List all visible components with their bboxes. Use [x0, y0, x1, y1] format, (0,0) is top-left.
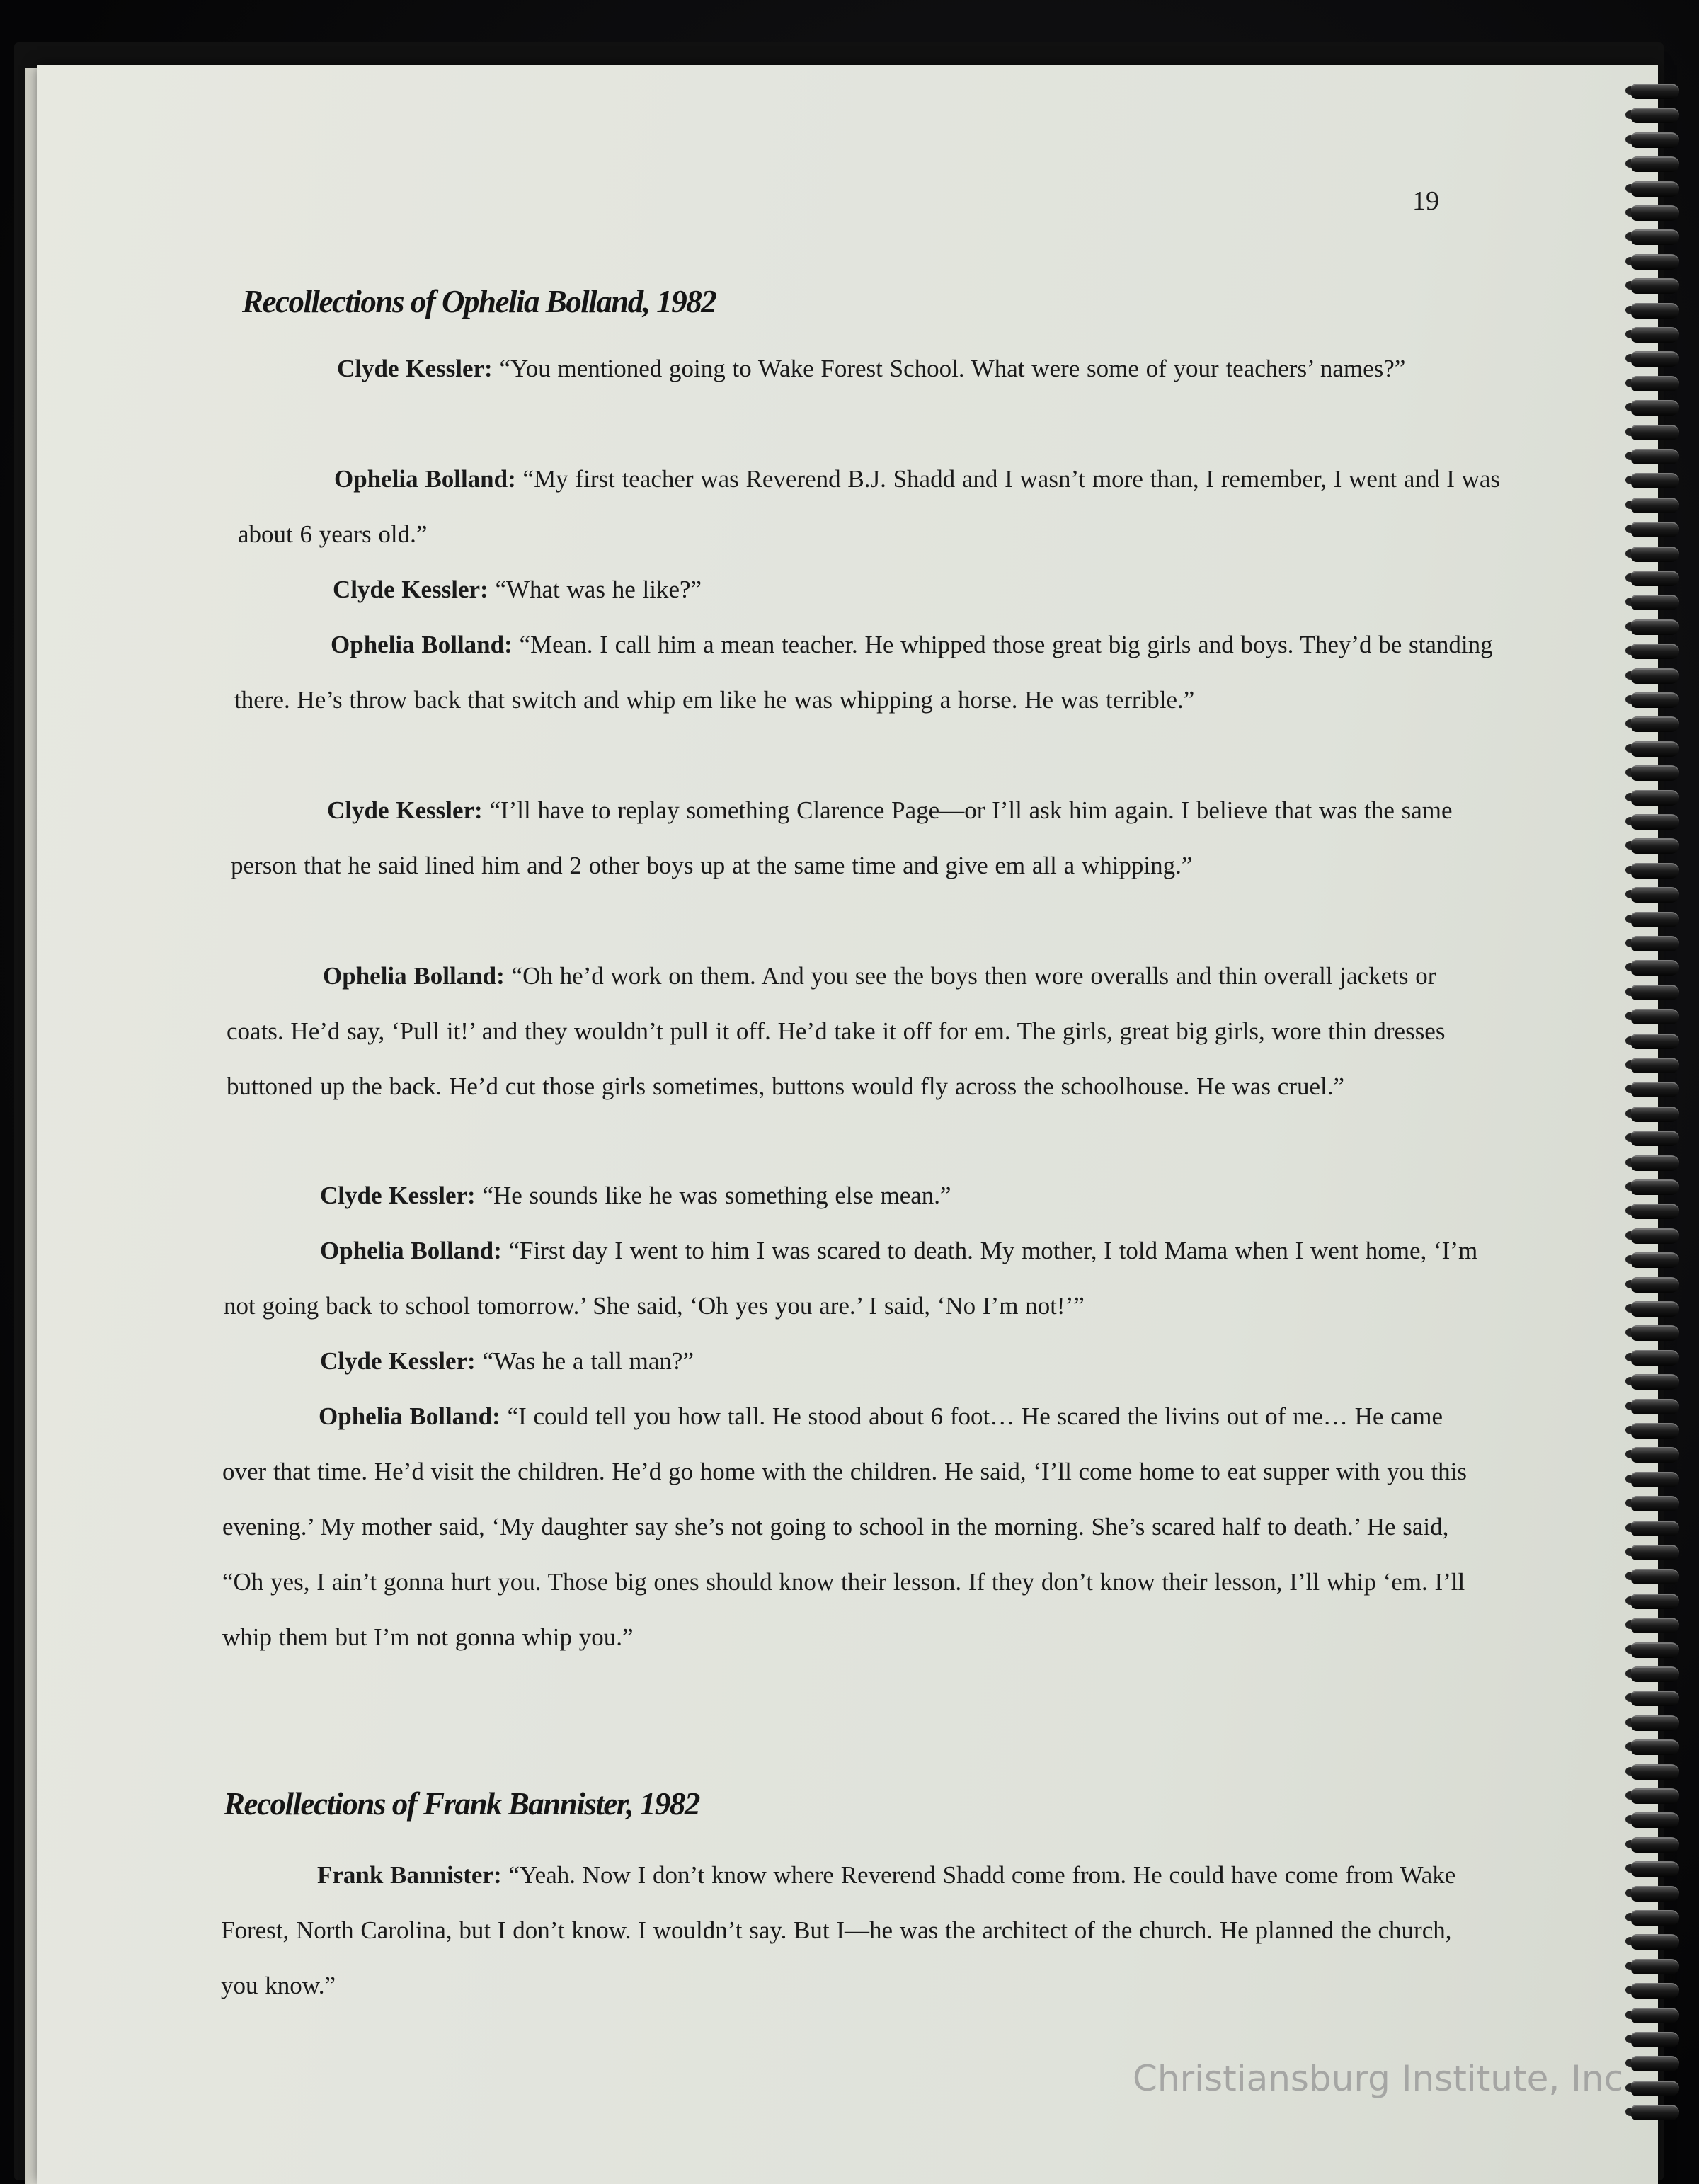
coil-ring — [1631, 156, 1679, 172]
spiral-coil — [1625, 619, 1681, 634]
spiral-coil — [1625, 2032, 1681, 2046]
spiral-coil — [1625, 327, 1681, 341]
spiral-coil — [1625, 1934, 1681, 1948]
spiral-coil — [1625, 741, 1681, 755]
dialogue-text: “I’ll have to replay something Clarence Page—or I’ll ask him again. I believe that was the same person that he said lined him and 2 other boys up at the same time and give em all a whipping.” — [231, 796, 1453, 879]
speaker-name: Clyde Kessler: — [333, 576, 488, 603]
spiral-coil — [1625, 108, 1681, 122]
spiral-coil — [1625, 1277, 1681, 1291]
coil-ring — [1631, 1472, 1679, 1487]
coil-ring — [1631, 1107, 1679, 1122]
spiral-coil — [1625, 1325, 1681, 1339]
spiral-coil — [1625, 2105, 1681, 2119]
coil-ring — [1631, 1691, 1679, 1706]
spiral-coil — [1625, 425, 1681, 439]
spiral-coil — [1625, 473, 1681, 487]
spiral-coil — [1625, 400, 1681, 414]
coil-ring — [1631, 814, 1679, 830]
coil-ring — [1631, 132, 1679, 148]
coil-ring — [1631, 1204, 1679, 1219]
spiral-coil — [1625, 1082, 1681, 1096]
coil-ring — [1631, 1666, 1679, 1682]
spiral-coil — [1625, 1350, 1681, 1364]
spiral-coil — [1625, 1715, 1681, 1730]
spiral-coil — [1625, 1034, 1681, 1048]
spiral-coil — [1625, 644, 1681, 658]
dialogue-paragraph — [241, 341, 1508, 396]
dialogue-text: “Oh he’d work on them. And you see the boys then wore overalls and thin overall jackets or coats. He’d say, ‘Pull it!’ and they wouldn’t pull it off. He’d take it off for em. The girls, great big girls, wore thin dresses buttoned up the back. He’d cut those girls sometimes, buttons would fly across the schoolhouse. He was cruel.” — [227, 962, 1446, 1100]
spiral-coil — [1625, 595, 1681, 609]
spiral-coil — [1625, 1399, 1681, 1413]
coil-ring — [1631, 547, 1679, 562]
coil-ring — [1631, 1252, 1679, 1268]
spiral-coil — [1625, 1983, 1681, 1997]
coil-ring — [1631, 1594, 1679, 1609]
spiral-coil — [1625, 1739, 1681, 1754]
spiral-coil — [1625, 838, 1681, 852]
spiral-coil — [1625, 936, 1681, 950]
coil-ring — [1631, 1545, 1679, 1560]
coil-ring — [1631, 1374, 1679, 1390]
dialogue-paragraph — [224, 1334, 1491, 1389]
spiral-coil — [1625, 1447, 1681, 1461]
coil-ring — [1631, 936, 1679, 951]
speaker-name: Ophelia Bolland: — [319, 1402, 500, 1430]
coil-ring — [1631, 1155, 1679, 1171]
speaker-name: Ophelia Bolland: — [334, 465, 516, 493]
dialogue-paragraph — [231, 783, 1498, 893]
spiral-coil — [1625, 376, 1681, 390]
speaker-name: Clyde Kessler: — [320, 1347, 476, 1375]
spiral-coil — [1625, 960, 1681, 974]
spiral-coil — [1625, 1009, 1681, 1023]
spiral-coil — [1625, 2056, 1681, 2070]
dialogue-text: “Yeah. Now I don’t know where Reverend Shadd come from. He could have come from Wake Forest, North Carolina, but I don’t know. I wouldn’t say. But I—he was the architect of the church. He planned the church, you know.” — [221, 1861, 1456, 1999]
coil-ring — [1631, 863, 1679, 879]
spiral-coil — [1625, 1374, 1681, 1388]
spiral-coil — [1625, 1594, 1681, 1608]
coil-ring — [1631, 473, 1679, 488]
spiral-coil — [1625, 1521, 1681, 1535]
spiral-coil — [1625, 351, 1681, 365]
section-heading-ophelia: Recollections of Ophelia Bolland, 1982 — [242, 284, 716, 319]
spiral-coil — [1625, 1959, 1681, 1973]
coil-ring — [1631, 985, 1679, 1000]
watermark: Christiansburg Institute, Inc — [1133, 2058, 1624, 2099]
coil-ring — [1631, 254, 1679, 270]
coil-ring — [1631, 1034, 1679, 1049]
coil-ring — [1631, 1861, 1679, 1877]
coil-ring — [1631, 1910, 1679, 1926]
spiral-coil — [1625, 1837, 1681, 1851]
dialogue-text: “First day I went to him I was scared to death. My mother, I told Mama when I went home, ‘I’m not going back to school tomorrow.’ She said, ‘Oh yes you are.’ I said, ‘No I’m not!’” — [224, 1237, 1478, 1320]
spiral-coil — [1625, 181, 1681, 195]
coil-ring — [1631, 1788, 1679, 1804]
coil-ring — [1631, 425, 1679, 440]
spiral-coil — [1625, 668, 1681, 682]
coil-ring — [1631, 2081, 1679, 2096]
coil-ring — [1631, 205, 1679, 221]
speaker-name: Frank Bannister: — [317, 1861, 502, 1889]
spiral-coil — [1625, 205, 1681, 219]
dialogue-text: “What was he like?” — [488, 576, 702, 603]
spiral-coil — [1625, 1058, 1681, 1072]
coil-ring — [1631, 692, 1679, 708]
coil-ring — [1631, 571, 1679, 586]
coil-ring — [1631, 1521, 1679, 1536]
spiral-coil — [1625, 522, 1681, 536]
coil-ring — [1631, 1179, 1679, 1195]
coil-ring — [1631, 1399, 1679, 1414]
spiral-coil — [1625, 1691, 1681, 1705]
spiral-coil — [1625, 912, 1681, 926]
coil-ring — [1631, 1009, 1679, 1024]
dialogue-paragraph — [224, 1223, 1491, 1334]
spiral-coil — [1625, 2008, 1681, 2022]
coil-ring — [1631, 1277, 1679, 1293]
spiral-coil — [1625, 1861, 1681, 1875]
coil-ring — [1631, 1423, 1679, 1439]
coil-ring — [1631, 1447, 1679, 1463]
speaker-name: Clyde Kessler: — [320, 1182, 476, 1209]
spiral-coil — [1625, 1155, 1681, 1170]
spiral-coil — [1625, 1301, 1681, 1315]
spiral-coil — [1625, 985, 1681, 999]
spiral-coil — [1625, 1472, 1681, 1486]
coil-ring — [1631, 912, 1679, 927]
spiral-coil — [1625, 449, 1681, 463]
coil-ring — [1631, 2056, 1679, 2071]
spiral-coil — [1625, 1764, 1681, 1778]
coil-ring — [1631, 1739, 1679, 1755]
spiral-coil — [1625, 716, 1681, 731]
coil-ring — [1631, 960, 1679, 976]
spiral-coil — [1625, 498, 1681, 512]
dialogue-paragraph — [236, 562, 1504, 617]
spiral-coil — [1625, 863, 1681, 877]
coil-ring — [1631, 229, 1679, 245]
coil-ring — [1631, 1642, 1679, 1658]
coil-ring — [1631, 1934, 1679, 1950]
coil-ring — [1631, 2105, 1679, 2120]
spiral-coil — [1625, 1788, 1681, 1802]
speaker-name: Ophelia Bolland: — [331, 631, 513, 658]
spiral-coil — [1625, 2081, 1681, 2095]
coil-ring — [1631, 1082, 1679, 1097]
coil-ring — [1631, 351, 1679, 367]
coil-ring — [1631, 1812, 1679, 1828]
coil-ring — [1631, 644, 1679, 659]
spiral-coil — [1625, 1496, 1681, 1510]
coil-ring — [1631, 376, 1679, 391]
coil-ring — [1631, 668, 1679, 684]
dialogue-text: “I could tell you how tall. He stood about 6 foot… He scared the livins out of me… He came over that time. He’d visit the children. He’d go home with the children. He said, ‘I’ll come home to eat supper with you this evening.’ My mother said, ‘My daughter say she’s not going to school in the morning. She’s scared half to death.’ He said, “Oh yes, I ain’t gonna hurt you. Those big ones should know their lesson. If they don’t know their lesson, I’ll whip ‘em. I’ll whip them but I’m not gonna whip you.” — [222, 1402, 1467, 1651]
coil-ring — [1631, 595, 1679, 610]
coil-ring — [1631, 1764, 1679, 1780]
coil-ring — [1631, 1301, 1679, 1317]
spiral-coil — [1625, 303, 1681, 317]
coil-ring — [1631, 1959, 1679, 1974]
page-number: 19 — [1412, 186, 1439, 216]
coil-ring — [1631, 84, 1679, 99]
spiral-coil — [1625, 1910, 1681, 1924]
coil-ring — [1631, 1350, 1679, 1366]
spiral-coil — [1625, 1131, 1681, 1145]
coil-ring — [1631, 303, 1679, 319]
dialogue-paragraph — [222, 1389, 1489, 1665]
coil-ring — [1631, 1618, 1679, 1633]
dialogue-text: “He sounds like he was something else mean.” — [475, 1182, 951, 1209]
coil-ring — [1631, 522, 1679, 537]
spiral-coil — [1625, 278, 1681, 292]
coil-ring — [1631, 716, 1679, 732]
coil-ring — [1631, 1228, 1679, 1244]
speaker-name: Ophelia Bolland: — [323, 962, 505, 990]
speaker-name: Clyde Kessler: — [337, 355, 493, 382]
dialogue-paragraph — [234, 617, 1501, 728]
spiral-coil — [1625, 1228, 1681, 1242]
coil-ring — [1631, 838, 1679, 854]
spiral-coil — [1625, 1423, 1681, 1437]
spiral-coil — [1625, 1107, 1681, 1121]
spiral-coil — [1625, 765, 1681, 779]
spiral-coil — [1625, 1204, 1681, 1218]
coil-ring — [1631, 741, 1679, 757]
coil-ring — [1631, 765, 1679, 781]
dialogue-text: “My first teacher was Reverend B.J. Shadd and I wasn’t more than, I remember, I went and I was about 6 years old.” — [238, 465, 1501, 548]
dialogue-paragraph — [224, 1168, 1491, 1223]
coil-ring — [1631, 1131, 1679, 1146]
coil-ring — [1631, 1325, 1679, 1341]
spiral-coil — [1625, 1179, 1681, 1194]
spiral-coil — [1625, 887, 1681, 901]
spiral-coil — [1625, 1812, 1681, 1826]
coil-ring — [1631, 327, 1679, 343]
spiral-coil — [1625, 1618, 1681, 1632]
spiral-coil — [1625, 229, 1681, 244]
spiral-coil — [1625, 571, 1681, 585]
coil-ring — [1631, 400, 1679, 416]
spiral-coil — [1625, 1569, 1681, 1583]
coil-ring — [1631, 108, 1679, 123]
coil-ring — [1631, 1058, 1679, 1073]
coil-ring — [1631, 619, 1679, 635]
coil-ring — [1631, 1569, 1679, 1584]
coil-ring — [1631, 1837, 1679, 1853]
spiral-coil — [1625, 156, 1681, 171]
coil-ring — [1631, 2008, 1679, 2023]
dialogue-text: “Was he a tall man?” — [475, 1347, 694, 1375]
speaker-name: Ophelia Bolland: — [320, 1237, 502, 1264]
spiral-coil — [1625, 790, 1681, 804]
coil-ring — [1631, 2032, 1679, 2047]
spiral-coil — [1625, 1642, 1681, 1657]
spiral-coil — [1625, 1886, 1681, 1900]
spiral-coil — [1625, 814, 1681, 828]
coil-ring — [1631, 887, 1679, 903]
coil-ring — [1631, 1886, 1679, 1902]
dialogue-text: “Mean. I call him a mean teacher. He whipped those great big girls and boys. They’d be standing there. He’s throw back that switch and whip em like he was whipping a horse. He was terrible.” — [234, 631, 1493, 714]
spiral-coil — [1625, 1545, 1681, 1559]
dialogue-text: “You mentioned going to Wake Forest School. What were some of your teachers’ names?” — [492, 355, 1406, 382]
dialogue-paragraph — [227, 949, 1494, 1114]
coil-ring — [1631, 1715, 1679, 1731]
spiral-coil — [1625, 84, 1681, 98]
dialogue-paragraph — [221, 1848, 1488, 2013]
spiral-coil — [1625, 1252, 1681, 1267]
speaker-name: Clyde Kessler: — [327, 796, 483, 824]
spiral-coil — [1625, 547, 1681, 561]
spiral-coil — [1625, 254, 1681, 268]
section-heading-frank: Recollections of Frank Bannister, 1982 — [224, 1786, 699, 1822]
coil-ring — [1631, 1983, 1679, 1999]
spiral-coil — [1625, 692, 1681, 707]
coil-ring — [1631, 181, 1679, 197]
dialogue-paragraph — [238, 452, 1505, 562]
coil-ring — [1631, 1496, 1679, 1511]
coil-ring — [1631, 449, 1679, 464]
coil-ring — [1631, 498, 1679, 513]
coil-ring — [1631, 278, 1679, 294]
coil-ring — [1631, 790, 1679, 806]
spiral-coil — [1625, 132, 1681, 147]
spiral-coil — [1625, 1666, 1681, 1681]
